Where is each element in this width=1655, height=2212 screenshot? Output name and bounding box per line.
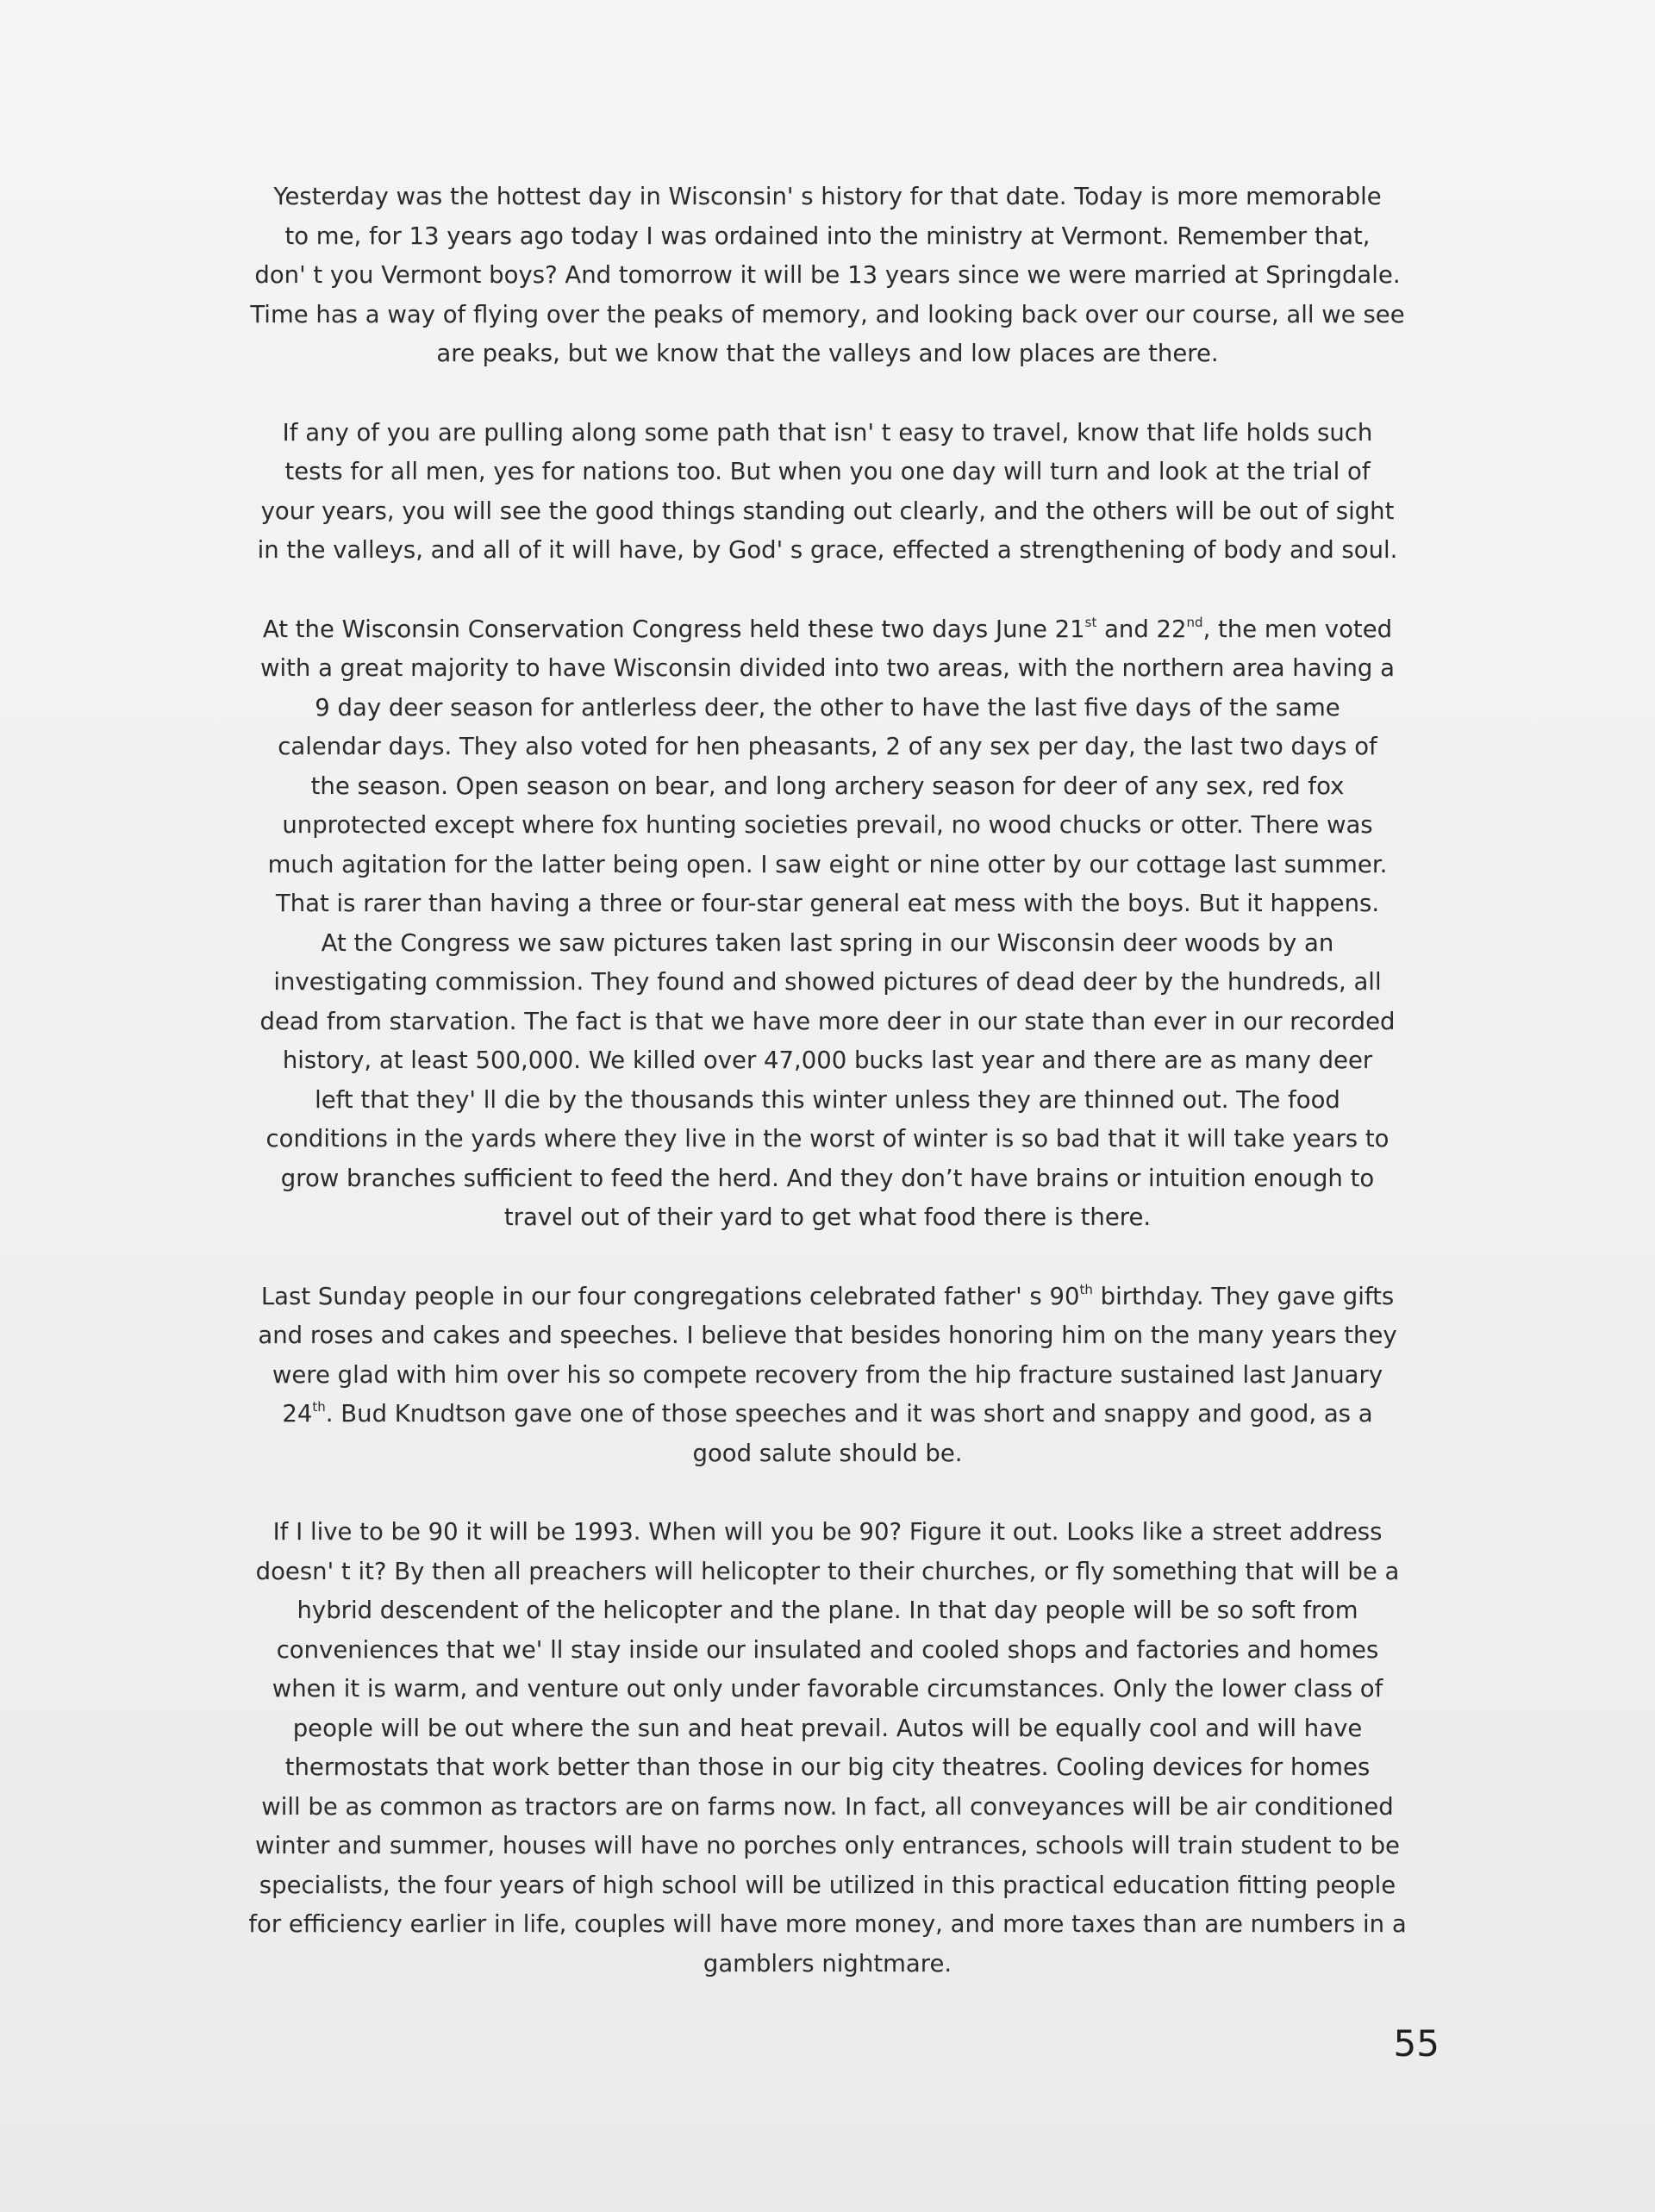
text-run: 9 day deer season for antlerless deer, the other to have the last five days of the same bbox=[315, 693, 1340, 722]
text-run: That is rarer than having a three or four-star general eat mess with the boys. But it happens. bbox=[275, 890, 1380, 917]
text-line bbox=[197, 728, 1458, 767]
text-line bbox=[197, 178, 1458, 217]
text-run: history, at least 500,000. We killed over 47,000 bucks last year and there are as many deer bbox=[282, 1047, 1373, 1074]
text-line bbox=[197, 256, 1458, 296]
superscript: nd bbox=[1186, 614, 1203, 630]
text-run: with a great majority to have Wisconsin divided into two areas, with the northern area having a bbox=[260, 654, 1395, 682]
text-line bbox=[197, 453, 1458, 492]
page-number: 55 bbox=[1393, 2022, 1440, 2065]
text-line bbox=[197, 689, 1458, 728]
text-line bbox=[197, 884, 1458, 924]
text-run: 24 bbox=[282, 1400, 313, 1428]
text-line bbox=[197, 767, 1458, 807]
text-line bbox=[197, 1198, 1458, 1238]
text-run: dead from starvation. The fact is that we have more deer in our state than ever in our recorded bbox=[259, 1007, 1396, 1035]
text-run: were glad with him over his so compete recovery from the hip fracture sustained last January bbox=[272, 1360, 1383, 1389]
text-line bbox=[197, 1434, 1458, 1474]
text-run: the season. Open season on bear, and long archery season for deer of any sex, red fox bbox=[310, 772, 1345, 800]
text-run: If any of you are pulling along some path that isn' t easy to travel, know that life holds such bbox=[282, 418, 1373, 447]
text-line bbox=[197, 610, 1458, 650]
text-line bbox=[197, 846, 1458, 885]
text-run: people will be out where the sun and heat prevail. Autos will be equally cool and will have bbox=[292, 1714, 1363, 1742]
text-run: . Bud Knudtson gave one of those speeches and it was short and snappy and good, as a bbox=[325, 1400, 1373, 1428]
text-line bbox=[197, 1591, 1458, 1631]
text-line bbox=[197, 1395, 1458, 1434]
text-run: calendar days. They also voted for hen pheasants, 2 of any sex per day, the last two days of bbox=[278, 733, 1377, 760]
text-line bbox=[197, 1316, 1458, 1356]
text-run: conveniences that we' ll stay inside our insulated and cooled shops and factories and homes bbox=[276, 1635, 1379, 1664]
text-run: doesn' t it? By then all preachers will helicopter to their churches, or fly something that will be a bbox=[255, 1557, 1400, 1585]
text-run: and 22 bbox=[1096, 615, 1187, 643]
text-run: tests for all men, yes for nations too. But when you one day will turn and look at the trial of bbox=[284, 458, 1371, 485]
text-line bbox=[197, 649, 1458, 689]
text-line bbox=[197, 924, 1458, 964]
paragraph bbox=[197, 610, 1458, 1238]
text-line bbox=[197, 1278, 1458, 1317]
text-line bbox=[197, 963, 1458, 1003]
body-text bbox=[197, 178, 1458, 1984]
text-run: conditions in the yards where they live in the worst of winter is so bad that it will take years to bbox=[265, 1125, 1390, 1153]
text-run: At the Wisconsin Conservation Congress held these two days June 21 bbox=[262, 615, 1085, 643]
text-line bbox=[197, 1788, 1458, 1828]
text-run: If I live to be 90 it will be 1993. When will you be 90? Figure it out. Looks like a street address bbox=[272, 1518, 1383, 1546]
text-run: winter and summer, houses will have no porches only entrances, schools will train student to be bbox=[255, 1832, 1400, 1859]
paragraph bbox=[197, 1278, 1458, 1474]
text-run: to me, for 13 years ago today I was ordained into the ministry at Vermont. Remember that, bbox=[284, 222, 1371, 250]
text-line bbox=[197, 1003, 1458, 1042]
text-run: Last Sunday people in our four congregations celebrated father' s 90 bbox=[260, 1282, 1080, 1310]
text-line bbox=[197, 1631, 1458, 1671]
paragraph bbox=[197, 178, 1458, 374]
text-run: unprotected except where fox hunting societies prevail, no wood chucks or otter. There was bbox=[282, 811, 1373, 839]
text-run: your years, you will see the good things standing out clearly, and the others will be out of sight bbox=[260, 497, 1395, 525]
text-run: good salute should be. bbox=[692, 1439, 963, 1467]
text-run: specialists, the four years of high school will be utilized in this practical education fitting people bbox=[259, 1871, 1396, 1899]
text-run: thermostats that work better than those in our big city theatres. Cooling devices for homes bbox=[284, 1753, 1371, 1781]
text-line bbox=[197, 1513, 1458, 1553]
text-line bbox=[197, 1670, 1458, 1709]
text-line bbox=[197, 492, 1458, 532]
text-run: will be as common as tractors are on farms now. In fact, all conveyances will be air conditioned bbox=[261, 1792, 1394, 1821]
text-line bbox=[197, 1866, 1458, 1906]
paragraph bbox=[197, 414, 1458, 571]
text-line bbox=[197, 1041, 1458, 1081]
text-line bbox=[197, 1905, 1458, 1945]
text-run: and roses and cakes and speeches. I believe that besides honoring him on the many years they bbox=[258, 1322, 1397, 1349]
text-line bbox=[197, 1827, 1458, 1866]
text-run: don' t you Vermont boys? And tomorrow it will be 13 years since we were married at Springdale. bbox=[254, 261, 1401, 289]
text-run: left that they' ll die by the thousands this winter unless they are thinned out. The food bbox=[315, 1085, 1340, 1114]
text-run: for efficiency earlier in life, couples will have more money, and more taxes than are numbers in a bbox=[248, 1910, 1407, 1938]
text-run: in the valleys, and all of it will have, by God' s grace, effected a strengthening of body and soul. bbox=[257, 536, 1398, 564]
text-run: are peaks, but we know that the valleys and low places are there. bbox=[436, 340, 1219, 367]
text-run: birthday. They gave gifts bbox=[1092, 1282, 1395, 1310]
text-line bbox=[197, 296, 1458, 335]
text-line bbox=[197, 217, 1458, 257]
text-run: when it is warm, and venture out only under favorable circumstances. Only the lower class of bbox=[272, 1675, 1383, 1703]
text-run: hybrid descendent of the helicopter and the plane. In that day people will be so soft from bbox=[297, 1597, 1358, 1624]
text-run: investigating commission. They found and showed pictures of dead deer by the hundreds, all bbox=[273, 968, 1382, 996]
text-run: gamblers nightmare. bbox=[703, 1949, 952, 1978]
paragraph bbox=[197, 1513, 1458, 1984]
text-line bbox=[197, 1356, 1458, 1396]
text-run: much agitation for the latter being open. I saw eight or nine otter by our cottage last summer. bbox=[267, 850, 1388, 878]
text-line bbox=[197, 1945, 1458, 1984]
superscript: th bbox=[1079, 1281, 1093, 1297]
text-line bbox=[197, 1159, 1458, 1199]
text-line bbox=[197, 806, 1458, 846]
text-run: Yesterday was the hottest day in Wisconsin' s history for that date. Today is more memorable bbox=[273, 183, 1382, 210]
text-run: travel out of their yard to get what food there is there. bbox=[503, 1203, 1152, 1231]
text-run: At the Congress we saw pictures taken last spring in our Wisconsin deer woods by an bbox=[321, 928, 1334, 957]
text-line bbox=[197, 414, 1458, 453]
text-line bbox=[197, 334, 1458, 374]
superscript: th bbox=[312, 1399, 326, 1415]
text-run: Time has a way of flying over the peaks of memory, and looking back over our course, all we see bbox=[250, 300, 1405, 328]
text-run: grow branches sufficient to feed the herd. And they don’t have brains or intuition enough to bbox=[280, 1164, 1375, 1192]
text-line bbox=[197, 1081, 1458, 1121]
superscript: st bbox=[1084, 614, 1097, 630]
text-line bbox=[197, 531, 1458, 571]
text-line bbox=[197, 1120, 1458, 1159]
text-run: , the men voted bbox=[1202, 615, 1393, 643]
text-line bbox=[197, 1709, 1458, 1749]
text-line bbox=[197, 1748, 1458, 1788]
text-line bbox=[197, 1553, 1458, 1592]
